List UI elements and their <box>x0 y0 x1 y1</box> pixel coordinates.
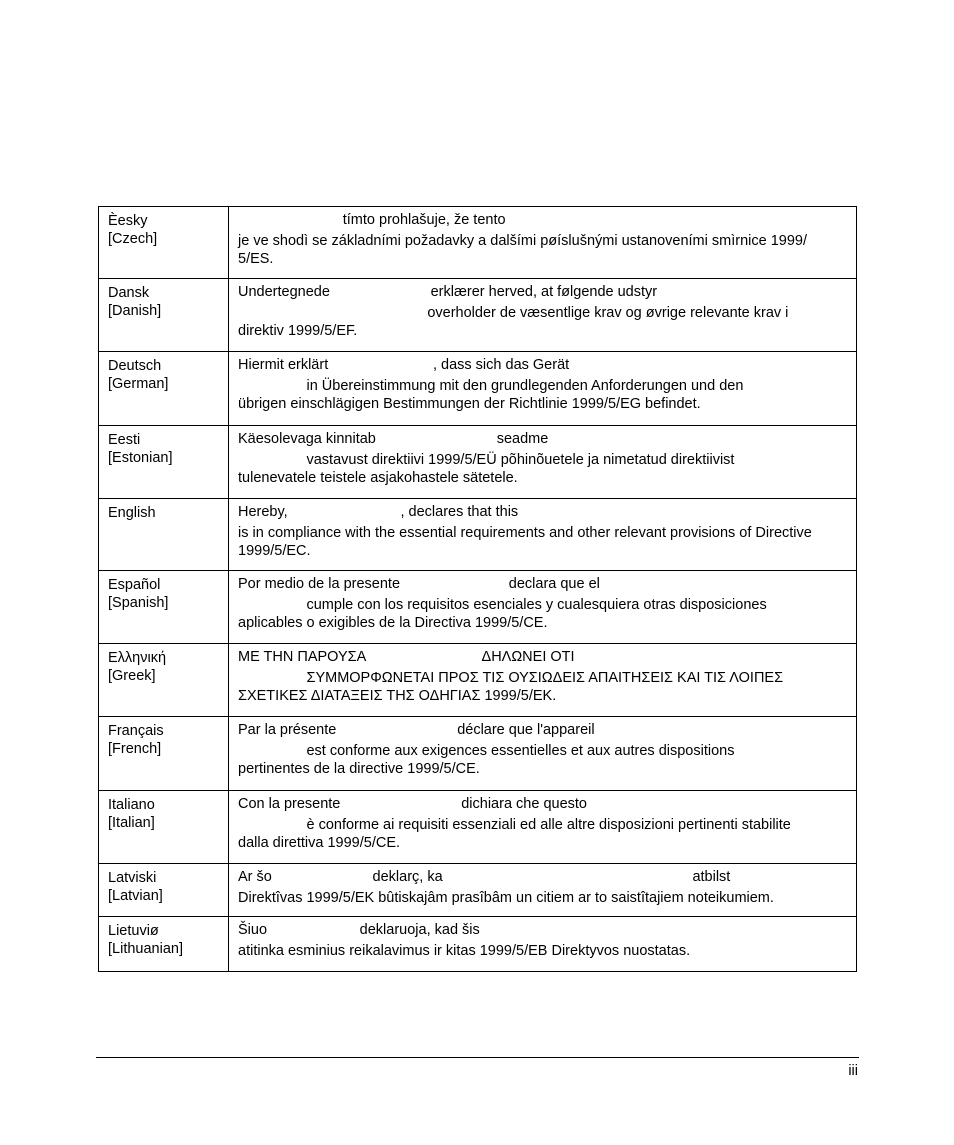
declaration-row <box>99 917 857 972</box>
language-name: Ελληνική <box>108 650 167 666</box>
declaration-row <box>99 207 857 279</box>
declaration-table <box>98 206 857 972</box>
declaration-line: Hiermit erklärt , dass sich das Gerät <box>238 357 570 373</box>
declaration-line: dalla direttiva 1999/5/CE. <box>238 835 401 851</box>
declaration-text-cell <box>229 864 857 917</box>
language-cell <box>99 864 229 917</box>
declaration-line: direktiv 1999/5/EF. <box>238 323 358 339</box>
language-name: Deutsch <box>108 358 162 374</box>
declaration-row <box>99 279 857 352</box>
declaration-row <box>99 426 857 499</box>
footer-rule <box>96 1057 859 1058</box>
language-english-name: [Danish] <box>108 303 162 319</box>
declaration-line: overholder de væsentlige krav og øvrige relevante krav i <box>238 305 789 321</box>
language-english-name: [Lithuanian] <box>108 941 183 957</box>
language-english-name: [Italian] <box>108 815 155 831</box>
language-english-name: [Estonian] <box>108 450 173 466</box>
declaration-text-cell <box>229 644 857 717</box>
declaration-table-body <box>99 207 857 972</box>
declaration-line: je ve shodì se základními požadavky a dalšími pøíslušnými ustanoveními smìrnice 1999/ <box>238 233 807 249</box>
language-cell <box>99 207 229 279</box>
declaration-text-cell <box>229 791 857 864</box>
declaration-row <box>99 864 857 917</box>
declaration-text-cell <box>229 426 857 499</box>
declaration-row <box>99 499 857 571</box>
language-name: English <box>108 505 156 521</box>
language-cell <box>99 917 229 972</box>
language-english-name: [Czech] <box>108 231 158 247</box>
language-cell <box>99 279 229 352</box>
declaration-row <box>99 791 857 864</box>
declaration-text-cell <box>229 917 857 972</box>
declaration-line: übrigen einschlägigen Bestimmungen der Richtlinie 1999/5/EG befindet. <box>238 396 701 412</box>
declaration-line: est conforme aux exigences essentielles et aux autres dispositions <box>238 743 735 759</box>
declaration-text-cell <box>229 571 857 644</box>
declaration-row <box>99 644 857 717</box>
declaration-text-cell <box>229 207 857 279</box>
declaration-line: vastavust direktiivi 1999/5/EÜ põhinõuetele ja nimetatud direktiivist <box>238 452 735 468</box>
language-name: Èesky <box>108 213 148 229</box>
declaration-line: aplicables o exigibles de la Directiva 1999/5/CE. <box>238 615 548 631</box>
declaration-line: Šiuo deklaruoja, kad šis <box>238 922 480 938</box>
declaration-line: Con la presente dichiara che questo <box>238 796 587 812</box>
declaration-row <box>99 352 857 426</box>
page-number: iii <box>848 1063 858 1079</box>
language-english-name: [Greek] <box>108 668 156 684</box>
declaration-row <box>99 717 857 791</box>
declaration-text-cell <box>229 352 857 426</box>
declaration-line: è conforme ai requisiti essenziali ed alle altre disposizioni pertinenti stabilite <box>238 817 791 833</box>
language-name: Español <box>108 577 161 593</box>
language-cell <box>99 717 229 791</box>
declaration-line: pertinentes de la directive 1999/5/CE. <box>238 761 480 777</box>
language-english-name: [Latvian] <box>108 888 163 904</box>
declaration-line: Undertegnede erklærer herved, at følgende udstyr <box>238 284 658 300</box>
language-cell <box>99 426 229 499</box>
language-english-name: [German] <box>108 376 169 392</box>
declaration-row <box>99 571 857 644</box>
language-name: Lietuviø <box>108 923 159 939</box>
declaration-line: ΣΥΜΜΟΡΦΩΝΕΤΑΙ ΠΡΟΣ ΤΙΣ ΟΥΣΙΩΔΕΙΣ ΑΠΑΙΤΗΣΕΙΣ ΚΑΙ ΤΙΣ ΛΟΙΠΕΣ <box>238 670 784 686</box>
declaration-line: Käesolevaga kinnitab seadme <box>238 431 549 447</box>
declaration-line: cumple con los requisitos esenciales y cualesquiera otras disposiciones <box>238 597 767 613</box>
language-cell <box>99 571 229 644</box>
declaration-line: Par la présente déclare que l'appareil <box>238 722 595 738</box>
declaration-line: Por medio de la presente declara que el <box>238 576 600 592</box>
language-cell <box>99 352 229 426</box>
language-english-name: [Spanish] <box>108 595 169 611</box>
language-name: Italiano <box>108 797 155 813</box>
declaration-line: Direktîvas 1999/5/EK bûtiskajâm prasîbâm un citiem ar to saistîtajiem noteikumiem. <box>238 890 774 906</box>
declaration-line: atitinka esminius reikalavimus ir kitas 1999/5/EB Direktyvos nuostatas. <box>238 943 691 959</box>
language-name: Français <box>108 723 164 739</box>
language-cell <box>99 644 229 717</box>
declaration-text-cell <box>229 717 857 791</box>
declaration-line: Hereby, , declares that this <box>238 504 519 520</box>
language-name: Dansk <box>108 285 150 301</box>
declaration-line: tímto prohlašuje, že tento <box>238 212 506 228</box>
declaration-line: 5/ES. <box>238 251 274 267</box>
declaration-line: is in compliance with the essential requirements and other relevant provisions of Directive <box>238 525 812 541</box>
declaration-line: 1999/5/EC. <box>238 543 311 559</box>
language-cell <box>99 791 229 864</box>
declaration-line: in Übereinstimmung mit den grundlegenden Anforderungen und den <box>238 378 744 394</box>
declaration-line: ΣΧΕΤΙΚΕΣ ΔΙΑΤΑΞΕΙΣ ΤΗΣ ΟΔΗΓΙΑΣ 1999/5/ΕΚ. <box>238 688 557 704</box>
language-name: Eesti <box>108 432 141 448</box>
language-cell <box>99 499 229 571</box>
language-english-name: [French] <box>108 741 162 757</box>
declaration-line: Ar šo deklarç, ka atbilst <box>238 869 731 885</box>
declaration-line: tulenevatele teistele asjakohastele sätetele. <box>238 470 518 486</box>
language-name: Latviski <box>108 870 157 886</box>
declaration-text-cell <box>229 279 857 352</box>
declaration-text-cell <box>229 499 857 571</box>
declaration-line: ΜΕ ΤΗΝ ΠΑΡΟΥΣΑ ΔΗΛΩΝΕΙ ΟΤΙ <box>238 649 575 665</box>
